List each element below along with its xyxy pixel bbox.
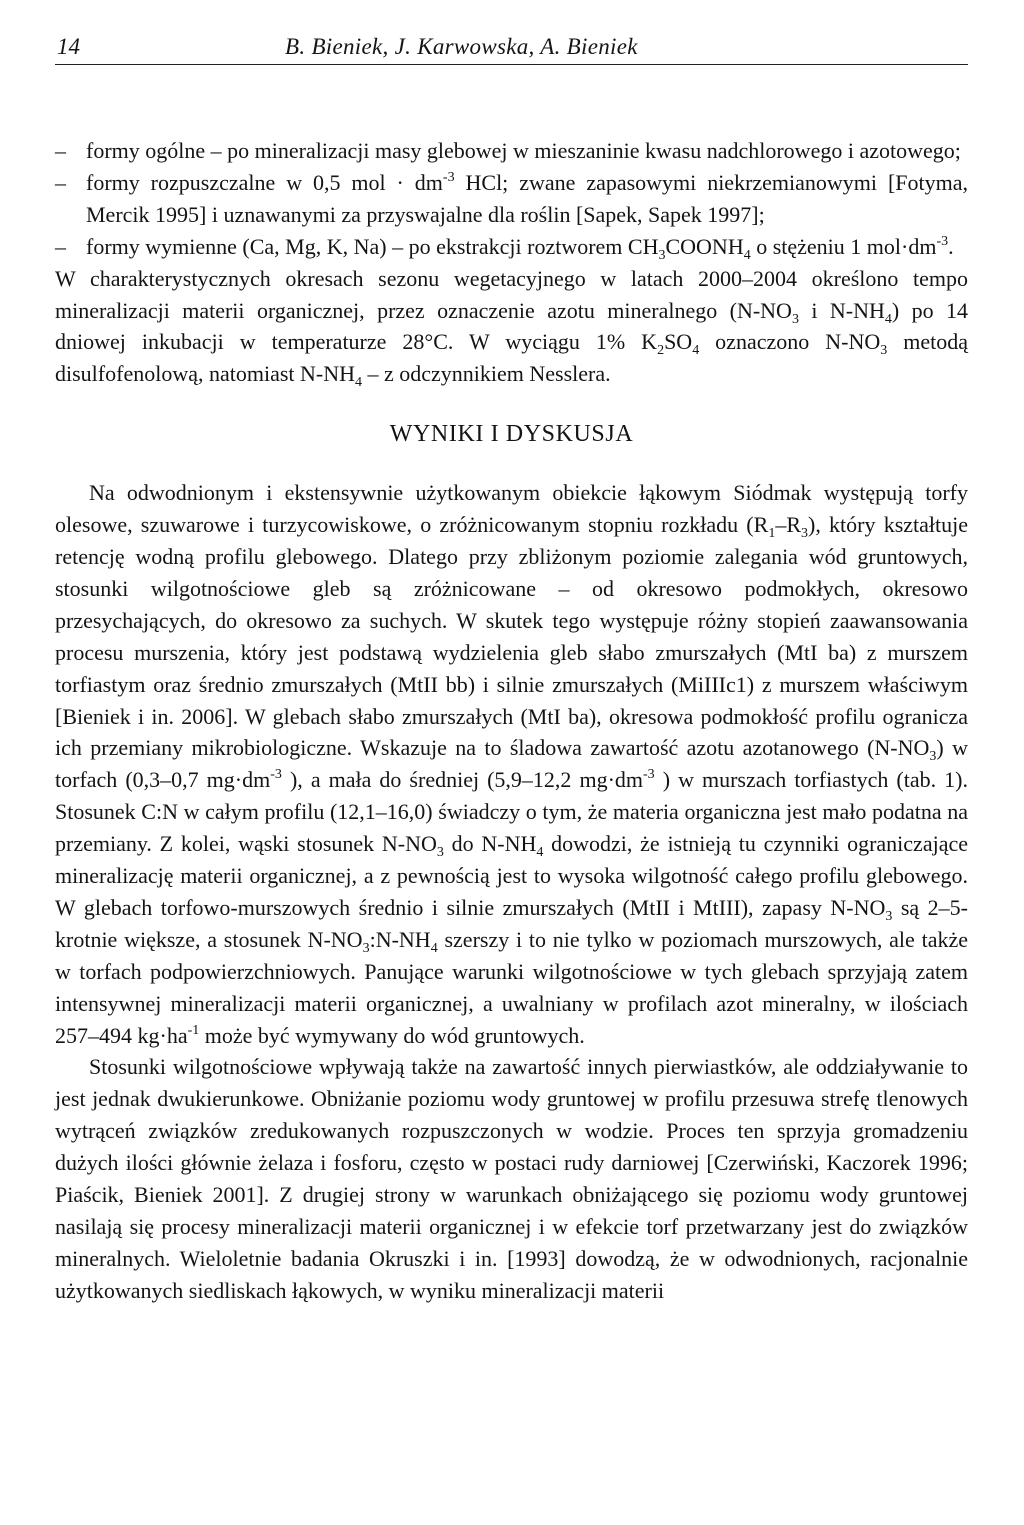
- superscript: -3: [643, 767, 655, 783]
- text-run: W charakterystycznych okresach sezonu wegetacyjnego w latach 2000–2004 określono tempo mineralizacji materii organicznej, przez oznaczenie azotu mineralnego (N-NO: [55, 265, 968, 323]
- subscript: 4: [884, 311, 892, 327]
- methods-paragraph: [55, 263, 968, 391]
- subscript: 3: [436, 845, 444, 861]
- text-run: – z odczynnikiem Nesslera.: [362, 361, 611, 387]
- text-run: i N-NH: [798, 297, 885, 323]
- text-run: ) po 14 dniowej inkubacji w temperaturze 28°C. W wyciągu 1% K: [55, 297, 969, 355]
- running-header-authors: B. Bieniek, J. Karwowska, A. Bieniek: [285, 34, 638, 59]
- list-item-text: HCl; zwane zapasowymi niekrzemianowymi [Fotyma, Mercik 1995] i uznawanymi za przyswajalne dla roślin [Sapek, Sapek 1997];: [86, 169, 969, 227]
- text-run: –R: [775, 512, 801, 538]
- list-dash: –: [55, 138, 66, 163]
- text-run: Na odwodnionym i ekstensywnie użytkowanym obiekcie łąkowym Siódmak występują torfy olesowe, szuwarowe i turzycowiskowe, o zróżnicowanym stopniu rozkładu (R: [55, 480, 968, 538]
- superscript: -3: [270, 767, 282, 783]
- results-paragraph: [55, 477, 968, 1051]
- subscript: 3: [801, 526, 808, 542]
- list-item-text: formy wymienne (Ca, Mg, K, Na) – po ekstrakcji roztworem CH: [86, 233, 659, 259]
- text-run: do N-NH: [443, 831, 537, 857]
- subscript: 3: [658, 247, 666, 263]
- list-dash: –: [55, 169, 66, 195]
- page: [55, 26, 968, 1307]
- text-run: są 2–5-krotnie większe, a stosunek N-NO: [55, 894, 969, 952]
- superscript: -1: [187, 1022, 200, 1038]
- text-run: :N-NH: [369, 926, 431, 952]
- text-run: metodą disulfofenolową, natomiast N-NH: [55, 329, 968, 387]
- subscript: 4: [536, 845, 544, 861]
- subscript: 3: [880, 343, 888, 359]
- list-item-text: formy rozpuszczalne w 0,5 mol · dm: [86, 169, 443, 195]
- subscript: 4: [355, 375, 362, 391]
- body-text: [55, 135, 968, 1307]
- list-item: [55, 135, 968, 167]
- running-header: [55, 26, 968, 65]
- subscript: 1: [768, 526, 776, 542]
- text-run: oznaczono N-NO: [699, 329, 881, 355]
- superscript: -3: [936, 233, 949, 249]
- subscript: 4: [430, 940, 438, 956]
- subscript: 4: [692, 343, 700, 359]
- section-heading: WYNIKI I DYSKUSJA: [389, 421, 634, 448]
- superscript: -3: [442, 169, 455, 185]
- text-run: SO: [664, 329, 693, 355]
- subscript: 3: [791, 311, 799, 327]
- text-run: ) w torfach (0,3–0,7 mg·dm: [55, 735, 968, 793]
- page-number: 14: [57, 34, 80, 59]
- subscript: 2: [657, 343, 665, 359]
- list-item-text: o stężeniu 1 mol·dm: [750, 233, 937, 259]
- list-item-text: formy ogólne – po mineralizacji masy glebowej w mieszaninie kwasu nadchlorowego i azotowego;: [86, 138, 961, 163]
- text-run: ) w murszach torfiastych (tab. 1). Stosunek C:N w całym profilu (12,1–16,0) świadczy o tym, że materia organiczna jest mało podatna na przemiany. Z kolei, wąski stosunek N-NO: [55, 767, 968, 857]
- results-paragraph: Stosunki wilgotnościowe wpływają także na zawartość innych pierwiastków, ale oddziaływanie to jest jednak dwukierunkowe. Obniżanie poziomu wody gruntowej w profilu przesuwa strefę tlenowych wytrąceń związków zredukowanych rozpuszczonych w wodzie. Proces ten sprzyja gromadzeniu dużych ilości głównie żelaza i fosforu, często w postaci rudy darniowej [Czerwiński, Kaczorek 1996; Piaścik, Bieniek 2001]. Z drugiej strony w warunkach obniżającego się poziomu wody gruntowej nasilają się procesy mineralizacji materii organicznej i w efekcie torf przetwarzany jest do związków mineralnych. Wieloletnie badania Okruszki i in. [1993] dowodzą, że w odwodnionych, racjonalnie użytkowanych siedliskach łąkowych, w wyniku mineralizacji materii: [55, 1054, 968, 1303]
- list-item: [55, 167, 968, 231]
- subscript: 3: [885, 908, 893, 924]
- text-run: szerszy i to nie tylko w poziomach murszowych, ale także w torfach podpowierzchniowych. Panujące warunki wilgotnościowe w tych glebach sprzyjają zatem intensywnej mineralizacji materii organicznej, a uwalniany w profilach azot mineralny, w ilościach 257–494 kg·ha: [55, 926, 968, 1048]
- text-run: może być wymywany do wód gruntowych.: [199, 1022, 585, 1048]
- subscript: 4: [743, 247, 751, 263]
- list-dash: –: [55, 233, 66, 259]
- text-run: ), który kształtuje retencję wodną profilu glebowego. Dlatego przy zbliżonym poziomie zalegania wód gruntowych, stosunki wilgotnościowe gleb są zróżnicowane – od okresowo podmokłych, okresowo przesychających, do okresowo za suchych. W skutek tego występuje różny stopień zaawansowania procesu murszenia, który jest podstawą wydzielenia gleb słabo zmurszałych (MtI ba) z murszem torfiastym oraz średnio zmurszałych (MtII bb) i silnie zmurszałych (MiIIIc1) z murszem właściwym [Bieniek i in. 2006]. W glebach słabo zmurszałych (MtI ba), okresowa podmokłość profilu ogranicza ich przemiany mikrobiologiczne. Wskazuje na to śladowa zawartość azotu azotanowego (N-NO: [55, 512, 968, 761]
- subscript: 3: [929, 749, 937, 765]
- list-item-text: COONH: [665, 233, 744, 259]
- list-item-text: .: [948, 233, 954, 259]
- text-run: ), a mała do średniej (5,9–12,2 mg·dm: [281, 767, 644, 793]
- text-run: dowodzi, że istnieją tu czynniki ograniczające mineralizację materii organicznej, a z pewnością jest to wysoka wilgotność całego profilu glebowego. W glebach torfowo-murszowych średnio i silnie zmurszałych (MtII i MtIII), zapasy N-NO: [55, 831, 968, 920]
- list-item: [55, 231, 968, 263]
- subscript: 3: [362, 940, 370, 956]
